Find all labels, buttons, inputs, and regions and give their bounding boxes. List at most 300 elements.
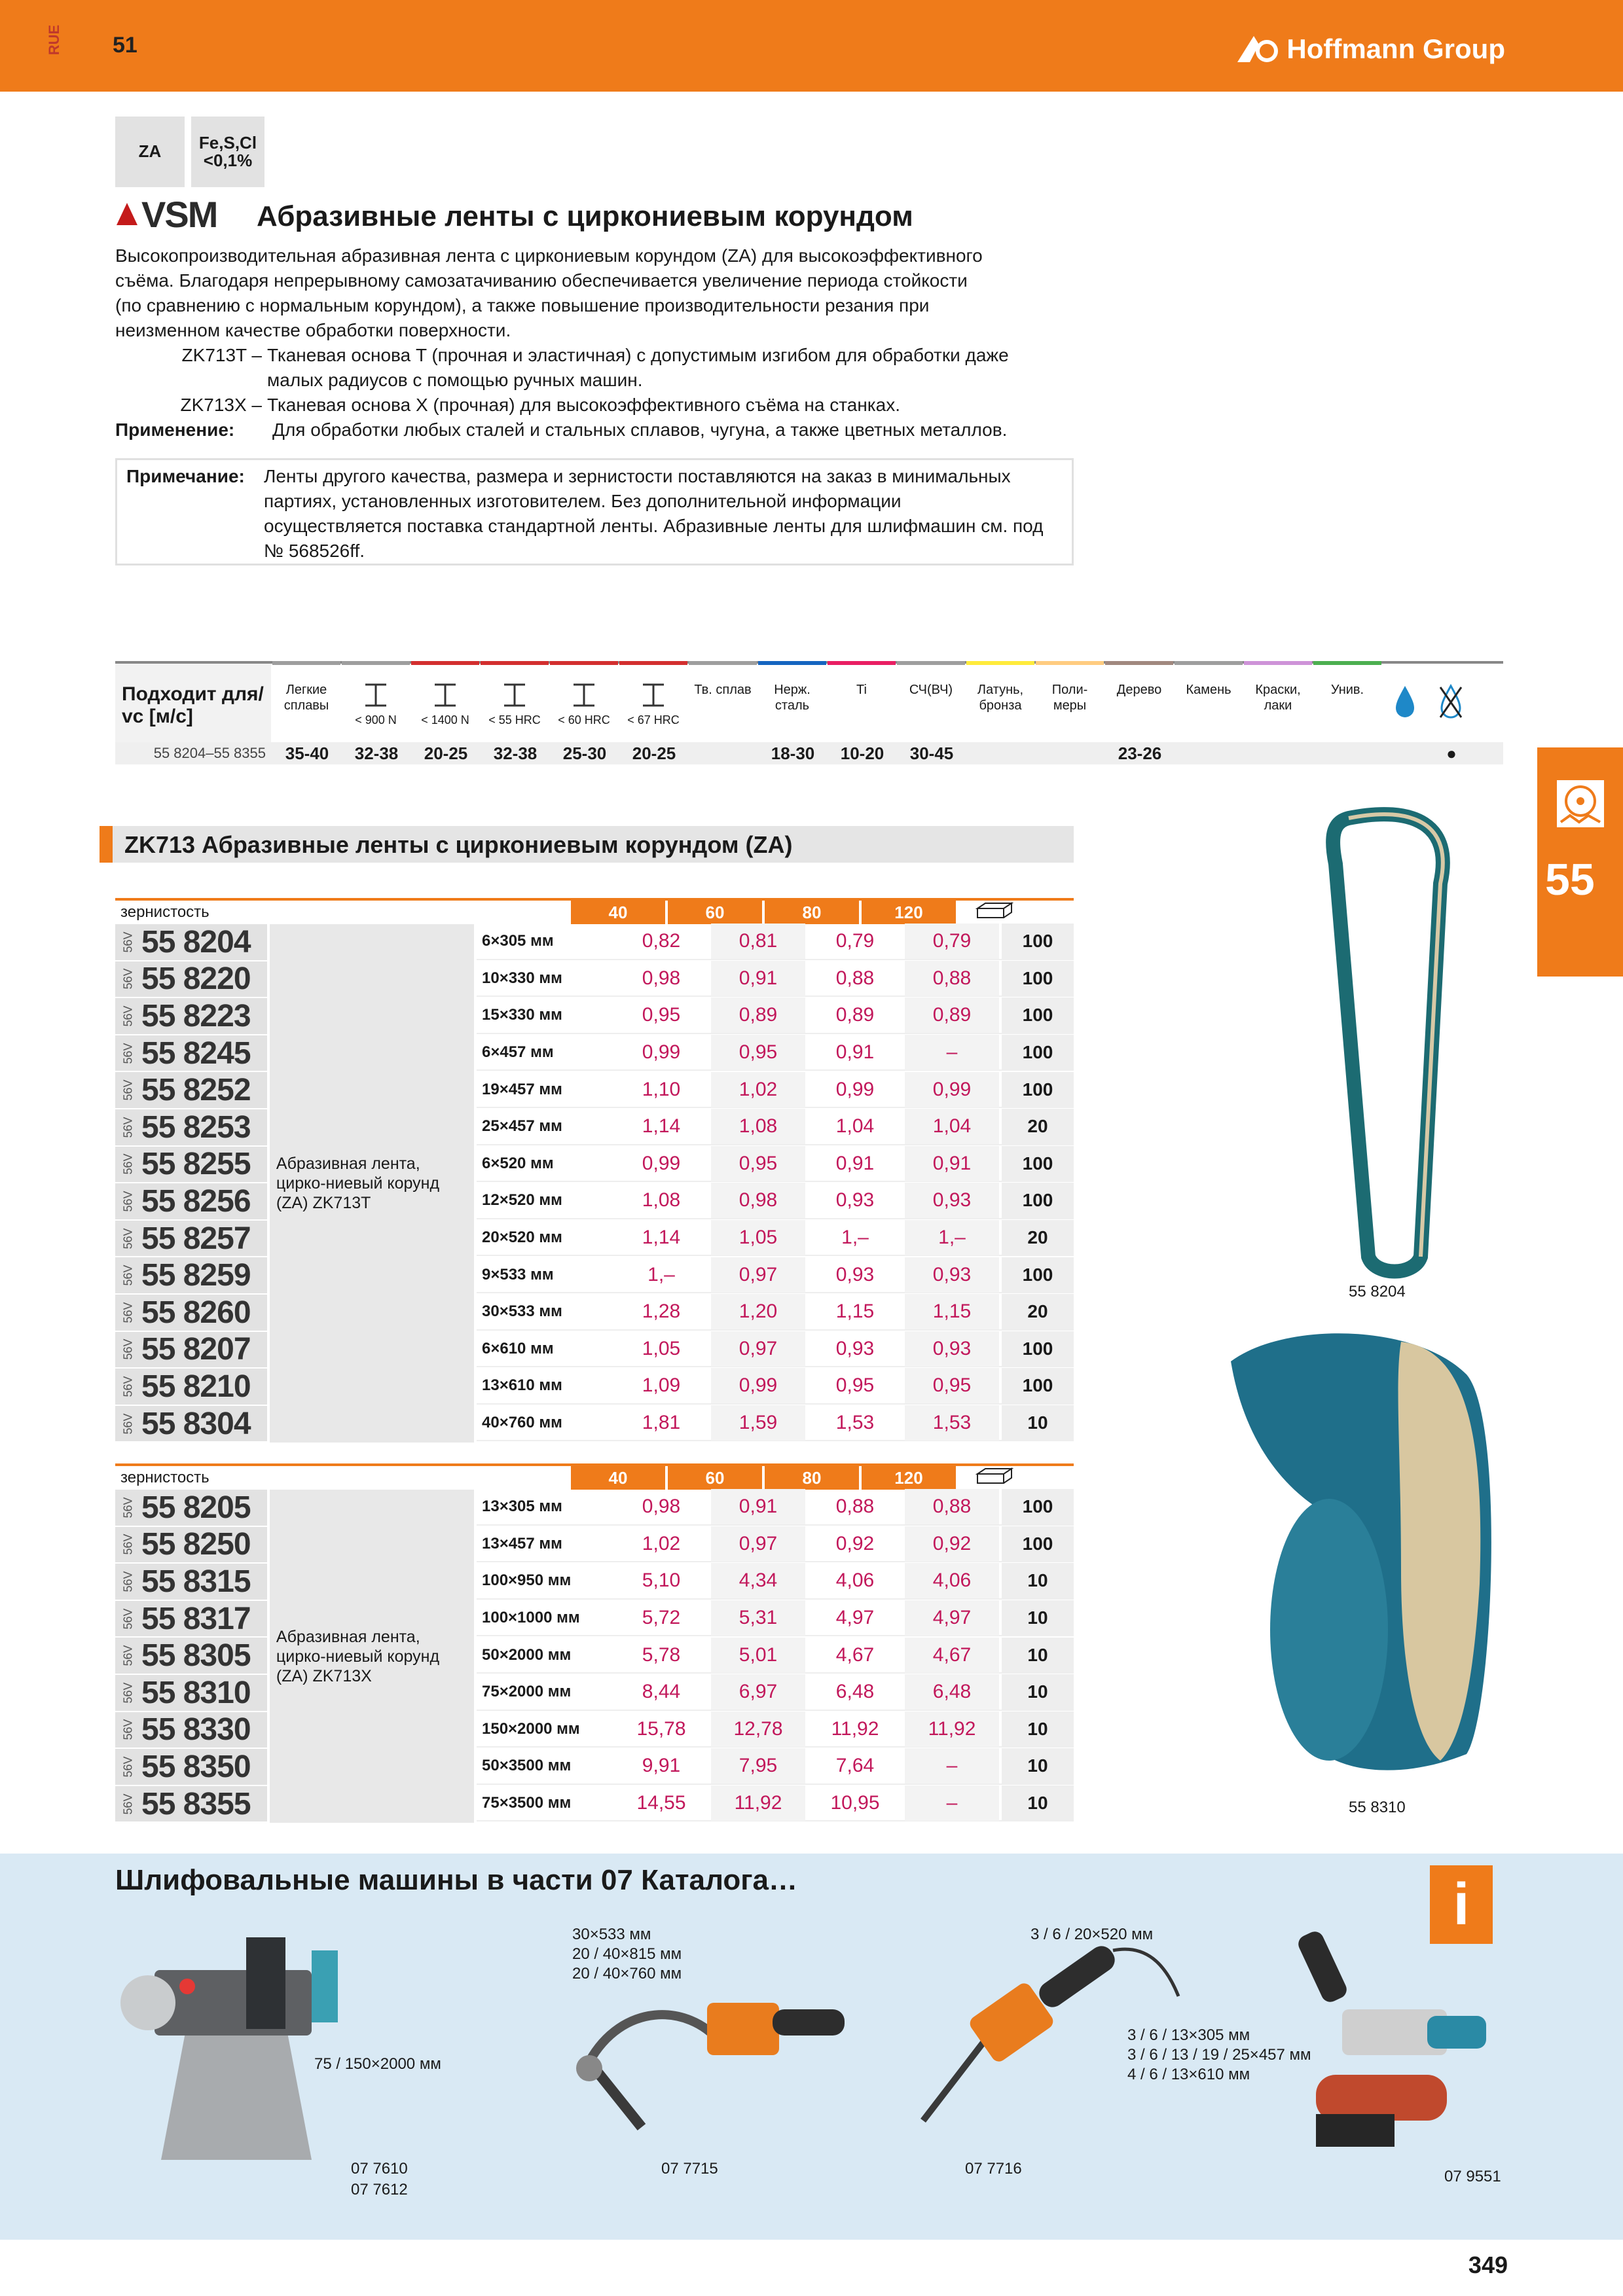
price-cell: 0,99 <box>835 1078 875 1100</box>
price-cell: 1,02 <box>711 1072 805 1107</box>
version-label: 56V <box>121 1338 135 1360</box>
belt-dimension: 19×457 мм <box>482 1080 562 1098</box>
belt-dimension: 100×1000 мм <box>482 1609 580 1627</box>
material-name: Дерево <box>1116 683 1162 697</box>
dry-drop-icon <box>1438 682 1464 721</box>
suitability-column <box>1036 664 1105 742</box>
price-cell: 0,97 <box>711 1331 805 1367</box>
material-name: Поли-меры <box>1051 683 1088 713</box>
table-row <box>477 1035 1074 1071</box>
price-cell: 1,09 <box>642 1374 681 1397</box>
price-cell: 1,53 <box>905 1405 999 1441</box>
article-number-text: 55 8256 <box>141 1183 251 1219</box>
vsm-text: VSM <box>141 193 217 235</box>
article-number-text: 55 8253 <box>141 1109 251 1145</box>
material-color-bar <box>1105 661 1173 665</box>
version-label: 56V <box>121 1756 135 1778</box>
price-cell: – <box>905 1785 999 1821</box>
table-row <box>477 1490 1074 1526</box>
article-number[interactable] <box>115 1749 267 1785</box>
table-row <box>477 1601 1074 1637</box>
pack-quantity: 20 <box>1002 1294 1074 1329</box>
version-label: 56V <box>121 1376 135 1397</box>
price-cell: 1,– <box>841 1227 869 1249</box>
table-row <box>477 1786 1074 1822</box>
machine-code: 07 9551 <box>1444 2168 1501 2185</box>
material-color-bar <box>1244 661 1312 665</box>
price-cell: 1,81 <box>642 1412 681 1434</box>
table-row <box>477 1183 1074 1219</box>
version-label: 56V <box>121 1645 135 1666</box>
article-number[interactable] <box>115 1035 267 1071</box>
price-cell: 0,88 <box>905 1489 999 1524</box>
article-number[interactable] <box>115 1490 267 1526</box>
machine-dims: 4 / 6 / 13×610 мм <box>1127 2066 1250 2083</box>
price-cell: 7,64 <box>835 1755 875 1777</box>
price-cell: 0,99 <box>642 1152 681 1174</box>
table-row <box>477 1221 1074 1257</box>
note-label: Примечание: <box>126 466 245 486</box>
article-number-text: 55 8355 <box>141 1786 251 1821</box>
price-cell: 11,92 <box>905 1712 999 1747</box>
price-cell: 0,93 <box>835 1263 875 1285</box>
hoffmann-logo-icon <box>1234 33 1280 65</box>
material-color-bar <box>1036 661 1104 665</box>
article-number-text: 55 8350 <box>141 1749 251 1784</box>
article-number-text: 55 8220 <box>141 961 251 997</box>
variant-text: Тканевая основа X (прочная) для высокоэффективного съёма на станках. <box>267 395 901 415</box>
steel-beam-icon <box>570 682 598 708</box>
article-number[interactable] <box>115 1295 267 1331</box>
belt-dimension: 100×950 мм <box>482 1571 572 1590</box>
article-number-text: 55 8259 <box>141 1258 251 1293</box>
belt-dimension: 75×3500 мм <box>482 1794 572 1812</box>
cutting-speed-value: 30-45 <box>909 743 954 763</box>
version-label: 56V <box>121 1302 135 1323</box>
table-row <box>477 1369 1074 1405</box>
suitability-column <box>1175 664 1244 742</box>
grit-label: зернистость <box>120 1469 210 1486</box>
image-caption: 55 8204 <box>1349 1283 1406 1300</box>
pack-quantity: 100 <box>1002 1489 1074 1524</box>
price-cell: 6,97 <box>711 1674 805 1710</box>
material-color-bar <box>897 661 965 665</box>
material-name: Нерж. сталь <box>774 683 811 713</box>
price-cell: 1,04 <box>905 1109 999 1144</box>
variant-x <box>115 393 1078 418</box>
angle-belt-grinder-image[interactable] <box>563 1964 851 2153</box>
price-cell: 0,88 <box>905 961 999 996</box>
price-cell: 12,78 <box>711 1712 805 1747</box>
pack-quantity: 20 <box>1002 1220 1074 1255</box>
article-number-text: 55 8245 <box>141 1035 251 1071</box>
machine-dims: 20 / 40×815 мм <box>572 1945 682 1963</box>
article-number[interactable] <box>115 998 267 1034</box>
price-cell: 4,97 <box>835 1607 875 1629</box>
price-cell: 5,78 <box>642 1643 681 1666</box>
note-line: № 568526ff. <box>264 541 365 561</box>
price-cell: 0,93 <box>835 1337 875 1359</box>
variant-text: малых радиусов с помощью ручных машин. <box>267 370 643 390</box>
machine-dims: 75 / 150×2000 мм <box>314 2055 441 2073</box>
pneumatic-belt-grinder-image[interactable] <box>1296 1918 1493 2160</box>
price-cell: 0,98 <box>642 967 681 989</box>
belt-grinder-machine-image[interactable] <box>115 1924 364 2166</box>
chapter-number: 55 <box>1545 855 1595 905</box>
pack-quantity: 100 <box>1002 997 1074 1033</box>
article-number[interactable] <box>115 1072 267 1108</box>
belt-dimension: 13×457 мм <box>482 1534 562 1552</box>
price-cell: 0,98 <box>642 1496 681 1518</box>
vsm-triangle-icon <box>115 202 139 226</box>
material-color-bar <box>1313 661 1381 665</box>
vsm-logo <box>115 193 217 235</box>
strength-label: < 67 HRC <box>627 713 680 726</box>
price-cell: 1,– <box>905 1220 999 1255</box>
article-number[interactable] <box>115 1638 267 1674</box>
machine-code: 07 7612 <box>351 2181 408 2198</box>
belt-dimension: 6×520 мм <box>482 1154 554 1172</box>
info-icon[interactable]: i <box>1430 1865 1493 1944</box>
article-number[interactable] <box>115 1221 267 1257</box>
table-row <box>477 1749 1074 1785</box>
price-cell: 1,14 <box>642 1115 681 1138</box>
price-cell: 0,95 <box>905 1368 999 1403</box>
price-cell: 7,95 <box>711 1748 805 1784</box>
desc-line: съёма. Благодаря непрерывному самозатачиванию обеспечивается увеличение периода стойкости <box>115 270 968 291</box>
pack-quantity: 10 <box>1002 1638 1074 1673</box>
price-cell: 0,82 <box>642 930 681 952</box>
suitability-column <box>758 664 828 742</box>
package-icon <box>958 901 1030 925</box>
image-caption: 55 8310 <box>1349 1799 1406 1816</box>
price-cell: 6,48 <box>905 1674 999 1710</box>
price-cell: 5,72 <box>642 1607 681 1629</box>
price-cell: 0,98 <box>711 1183 805 1218</box>
belt-dimension: 6×610 мм <box>482 1339 554 1357</box>
pack-quantity: 10 <box>1002 1600 1074 1636</box>
pack-quantity: 10 <box>1002 1563 1074 1598</box>
material-color-bar <box>1175 661 1243 665</box>
product-description: Абразивная лента, цирко-ниевый корунд (ZA) ZK713X <box>270 1490 474 1823</box>
version-label: 56V <box>121 931 135 953</box>
article-number[interactable] <box>115 1786 267 1822</box>
article-number-text: 55 8252 <box>141 1073 251 1108</box>
language-code: RUE <box>46 24 63 56</box>
price-cell: 0,95 <box>711 1035 805 1070</box>
article-number-text: 55 8310 <box>141 1675 251 1710</box>
version-label: 56V <box>121 1534 135 1555</box>
version-label: 56V <box>121 1153 135 1175</box>
article-number-text: 55 8210 <box>141 1369 251 1404</box>
suitability-column <box>550 664 619 742</box>
suitability-column <box>481 664 550 742</box>
product-description: Абразивная лента, цирко-ниевый корунд (ZA) ZK713T <box>270 924 474 1443</box>
article-number[interactable] <box>115 1406 267 1442</box>
article-number[interactable] <box>115 1601 267 1637</box>
machine-dims: 20 / 40×760 мм <box>572 1965 682 1982</box>
strength-label: < 1400 N <box>421 713 469 726</box>
desc-line: Высокопроизводительная абразивная лента с циркониевым корундом (ZA) для высокоэффективного <box>115 245 983 266</box>
suitability-column <box>1244 664 1313 742</box>
price-cell: 5,10 <box>642 1570 681 1592</box>
suitability-label: Подходит для/ vc [м/с] <box>115 664 272 742</box>
price-cell: 0,91 <box>835 1041 875 1064</box>
note-line: осуществляется поставка стандартной ленты. Абразивные ленты для шлифмашин см. под <box>264 516 1044 536</box>
suitability-column <box>619 664 689 742</box>
price-cell: 8,44 <box>642 1681 681 1703</box>
pack-quantity: 100 <box>1002 1146 1074 1181</box>
price-cell: 9,91 <box>642 1755 681 1777</box>
price-cell: 5,31 <box>711 1600 805 1636</box>
material-name: Латунь, бронза <box>977 683 1024 713</box>
material-name: Легкие сплавы <box>283 683 329 713</box>
table-row <box>477 1295 1074 1331</box>
material-color-bar <box>758 661 826 665</box>
price-cell: 1,28 <box>642 1300 681 1323</box>
belt-dimension: 12×520 мм <box>482 1191 562 1210</box>
material-color-bar <box>342 661 410 665</box>
strength-label: < 55 HRC <box>488 713 541 726</box>
application-label: Применение: <box>115 420 235 440</box>
grit-header: 60 <box>668 1466 762 1490</box>
steel-beam-icon <box>500 682 529 708</box>
article-number-text: 55 8304 <box>141 1406 251 1441</box>
version-label: 56V <box>121 1719 135 1740</box>
article-number[interactable] <box>115 1257 267 1293</box>
cutting-speed-value: 20-25 <box>424 743 468 763</box>
cutting-speed-value: 18-30 <box>771 743 815 763</box>
cutting-speed-value: 10-20 <box>840 743 884 763</box>
price-cell: 11,92 <box>831 1717 879 1740</box>
price-cell: 0,99 <box>642 1041 681 1064</box>
price-cell: 0,89 <box>835 1004 875 1026</box>
grit-header: 40 <box>571 1466 665 1490</box>
article-number[interactable] <box>115 1675 267 1711</box>
suitability-column <box>411 664 481 742</box>
article-number[interactable] <box>115 1109 267 1145</box>
pack-quantity: 100 <box>1002 1526 1074 1562</box>
cutting-speed-value: 32-38 <box>493 743 538 763</box>
dry-mark: ● <box>1446 743 1457 763</box>
price-cell: 4,67 <box>905 1638 999 1673</box>
price-cell: 1,14 <box>642 1227 681 1249</box>
price-cell: 1,04 <box>835 1115 875 1138</box>
version-label: 56V <box>121 1043 135 1064</box>
price-cell: 0,93 <box>905 1257 999 1293</box>
note-line: Ленты другого качества, размера и зернистости поставляются на заказ в минимальных <box>264 466 1011 486</box>
grit-header: 80 <box>765 1466 859 1490</box>
price-cell: 0,93 <box>905 1331 999 1367</box>
belt-dimension: 9×533 мм <box>482 1265 554 1283</box>
belt-dimension: 25×457 мм <box>482 1117 562 1136</box>
article-number[interactable] <box>115 1147 267 1183</box>
price-cell: 1,05 <box>711 1220 805 1255</box>
variant-code: ZK713X – <box>180 395 262 415</box>
note-line: партиях, установленных изготовителем. Без дополнительной информации <box>264 491 902 511</box>
variant-code: ZK713T – <box>181 345 262 365</box>
material-name: Тв. сплав <box>694 683 752 697</box>
page-number: 349 <box>1468 2251 1508 2278</box>
price-cell: 10,95 <box>830 1792 880 1814</box>
strength-label: < 900 N <box>355 713 397 726</box>
belt-dimension: 6×457 мм <box>482 1043 554 1062</box>
table-row <box>477 1147 1074 1183</box>
steel-beam-icon <box>431 682 460 708</box>
belt-dimension: 6×305 мм <box>482 932 554 950</box>
price-cell: 1,15 <box>905 1294 999 1329</box>
price-cell: 0,93 <box>905 1183 999 1218</box>
article-number[interactable] <box>115 1527 267 1563</box>
grinding-disc-icon <box>1557 780 1604 827</box>
price-cell: 1,20 <box>711 1294 805 1329</box>
price-cell: 6,48 <box>835 1681 875 1703</box>
hoffmann-logo[interactable] <box>1234 33 1505 65</box>
article-number[interactable] <box>115 1564 267 1600</box>
price-cell: 0,91 <box>711 1489 805 1524</box>
table-row <box>477 924 1074 960</box>
article-number[interactable] <box>115 1183 267 1219</box>
price-cell: 0,88 <box>835 1496 875 1518</box>
machine-dims: 3 / 6 / 13 / 19 / 25×457 мм <box>1127 2046 1311 2064</box>
price-cell: 1,59 <box>711 1405 805 1441</box>
article-number[interactable] <box>115 1332 267 1368</box>
price-cell: 0,91 <box>835 1152 875 1174</box>
material-color-bar <box>550 661 618 665</box>
price-cell: 4,34 <box>711 1563 805 1598</box>
suitability-table <box>115 661 1503 764</box>
suitability-column <box>897 664 966 742</box>
material-name: Камень <box>1186 683 1231 697</box>
product-table-zk713t <box>115 898 1074 1443</box>
top-page-marker: 51 <box>113 33 137 58</box>
price-cell: 1,08 <box>711 1109 805 1144</box>
price-cell: 1,02 <box>642 1532 681 1554</box>
pack-quantity: 10 <box>1002 1674 1074 1710</box>
machine-code: 07 7715 <box>661 2160 718 2178</box>
price-cell: 0,79 <box>905 924 999 959</box>
price-cell: 0,99 <box>711 1368 805 1403</box>
cutting-speed-value: 32-38 <box>354 743 399 763</box>
cutting-speed-value: 25-30 <box>562 743 607 763</box>
price-cell: 0,92 <box>835 1532 875 1554</box>
version-label: 56V <box>121 1191 135 1212</box>
desc-line: неизменном качестве обработки поверхности. <box>115 320 511 340</box>
suitability-column <box>342 664 411 742</box>
pack-quantity: 100 <box>1002 1035 1074 1070</box>
price-cell: 0,89 <box>711 997 805 1033</box>
application-text: Для обработки любых сталей и стальных сплавов, чугуна, а также цветных металлов. <box>272 420 1008 440</box>
table-row <box>477 1406 1074 1442</box>
version-label: 56V <box>121 1571 135 1592</box>
pack-quantity: 20 <box>1002 1109 1074 1144</box>
article-number[interactable] <box>115 924 267 960</box>
steel-beam-icon <box>361 682 390 708</box>
price-cell: 0,81 <box>711 924 805 959</box>
price-cell: 0,93 <box>835 1189 875 1211</box>
material-name: Ti <box>856 683 867 697</box>
grit-header: 120 <box>862 1466 956 1490</box>
article-number-text: 55 8257 <box>141 1221 251 1256</box>
article-number-text: 55 8207 <box>141 1332 251 1367</box>
price-cell: 0,89 <box>905 997 999 1033</box>
section-header: ZK713 Абразивные ленты с циркониевым корундом (ZA) <box>100 826 1074 863</box>
price-cell: 11,92 <box>711 1785 805 1821</box>
suitability-column <box>272 664 342 742</box>
machines-title: Шлифовальные машины в части 07 Каталога… <box>115 1864 798 1896</box>
price-cell: 0,95 <box>711 1146 805 1181</box>
coolant-drop-icon <box>1392 682 1418 721</box>
version-label: 56V <box>121 1793 135 1815</box>
article-number[interactable] <box>115 961 267 997</box>
version-label: 56V <box>121 968 135 990</box>
machine-code: 07 7610 <box>351 2160 408 2178</box>
table-row <box>477 1527 1074 1563</box>
product-table-zk713x <box>115 1463 1074 1823</box>
article-number-text: 55 8317 <box>141 1601 251 1636</box>
machine-dims: 3 / 6 / 13×305 мм <box>1127 2026 1250 2044</box>
za-code-box: ZA <box>115 117 185 187</box>
price-cell: 1,08 <box>642 1189 681 1211</box>
price-cell: 0,97 <box>711 1526 805 1562</box>
pack-quantity: 10 <box>1002 1405 1074 1441</box>
price-cell: 0,91 <box>905 1146 999 1181</box>
suitability-column <box>1105 664 1175 742</box>
pack-quantity: 100 <box>1002 961 1074 996</box>
machine-dims: 30×533 мм <box>572 1926 651 1943</box>
price-cell: 0,88 <box>835 967 875 989</box>
cutting-speed-value: 20-25 <box>632 743 676 763</box>
grit-label: зернистость <box>120 903 210 921</box>
price-cell: 0,91 <box>711 961 805 996</box>
wide-belt-image <box>1205 1322 1506 1780</box>
article-number-text: 55 8255 <box>141 1147 251 1182</box>
article-number[interactable] <box>115 1369 267 1405</box>
article-number-text: 55 8204 <box>141 924 251 960</box>
package-icon <box>958 1466 1030 1490</box>
material-color-bar <box>966 661 1034 665</box>
material-color-bar <box>481 661 549 665</box>
pack-quantity: 100 <box>1002 1331 1074 1367</box>
table-row <box>477 1564 1074 1600</box>
belt-dimension: 50×3500 мм <box>482 1757 572 1775</box>
material-color-bar <box>411 661 479 665</box>
steel-beam-icon <box>639 682 668 708</box>
pack-quantity: 100 <box>1002 1368 1074 1403</box>
table-row <box>477 1332 1074 1368</box>
grit-header: 120 <box>862 901 956 924</box>
table-row <box>477 1638 1074 1674</box>
variant-t <box>115 343 1078 393</box>
article-number[interactable] <box>115 1712 267 1748</box>
material-name: Унив. <box>1330 683 1364 697</box>
version-label: 56V <box>121 1497 135 1518</box>
price-cell: 1,05 <box>642 1337 681 1359</box>
price-cell: – <box>905 1035 999 1070</box>
belt-dimension: 13×610 мм <box>482 1376 562 1395</box>
suitability-column <box>1313 664 1383 742</box>
belt-dimension: 40×760 мм <box>482 1414 562 1432</box>
material-color-bar <box>689 661 757 665</box>
price-cell: 5,01 <box>711 1638 805 1673</box>
material-color-bar <box>619 661 687 665</box>
note-box <box>115 458 1074 565</box>
suitability-column <box>689 664 758 742</box>
version-label: 56V <box>121 1608 135 1630</box>
table-row <box>477 1675 1074 1711</box>
machine-code: 07 7716 <box>965 2160 1022 2178</box>
version-label: 56V <box>121 1079 135 1101</box>
